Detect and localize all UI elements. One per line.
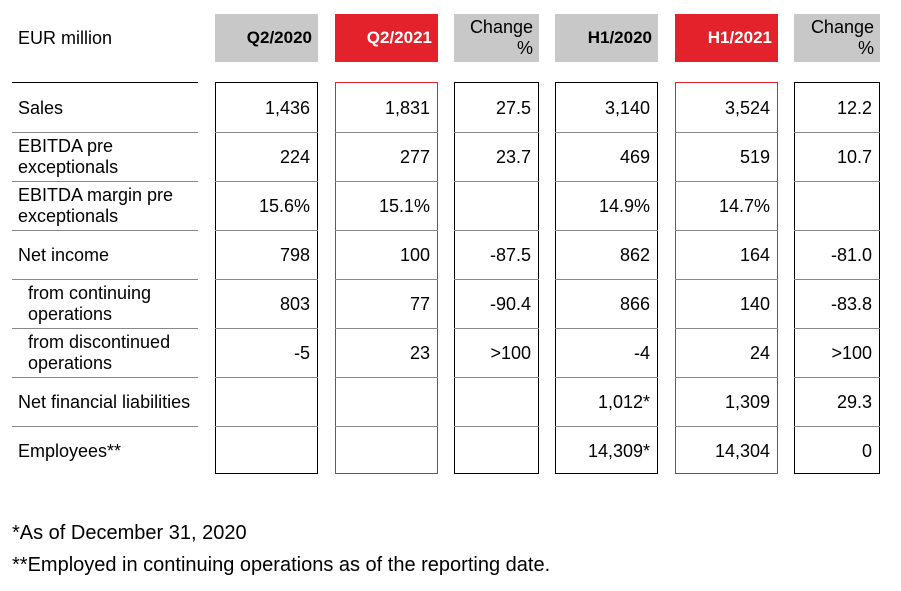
column-header-label: H1/2020 — [587, 28, 652, 47]
table-cell: 14.9% — [598, 195, 650, 216]
column-header-label: Change — [810, 17, 874, 37]
table-cell: 10.7 — [836, 146, 872, 167]
table-cell: 15.6% — [258, 195, 310, 216]
table-cell: 100 — [399, 244, 430, 265]
table-cell: 23.7 — [495, 146, 531, 167]
column-header-sub: % — [516, 38, 533, 58]
table-cell: 23 — [409, 342, 430, 363]
column-header-label: H1/2021 — [707, 28, 772, 47]
column-header-1 — [335, 14, 438, 62]
table-cell: 277 — [399, 146, 430, 167]
table-cell: 14,309* — [587, 440, 650, 461]
table-cell — [215, 378, 318, 426]
column-header-sub: % — [857, 38, 874, 58]
table-cell — [454, 182, 539, 230]
row-label: from continuing operations — [28, 283, 152, 324]
table-cell: 224 — [279, 146, 310, 167]
row-label: Net financial liabilities — [18, 391, 191, 412]
table-cell: 12.2 — [836, 97, 872, 118]
table-cell: -4 — [633, 342, 650, 363]
table-cell: 14,304 — [714, 440, 770, 461]
table-cell: 140 — [739, 293, 770, 314]
row-label: EBITDA pre exceptionals — [18, 136, 119, 177]
table-cell — [215, 427, 318, 475]
table-cell — [794, 182, 880, 230]
footnote-1: *As of December 31, 2020 — [12, 522, 247, 544]
table-cell: 3,524 — [724, 97, 770, 118]
footnote-2: **Employed in continuing operations as of the reporting date. — [12, 554, 551, 576]
row-label: Sales — [18, 97, 64, 118]
table-cell — [454, 427, 539, 475]
column-header-label: Change — [469, 17, 533, 37]
table-cell: -83.8 — [830, 293, 872, 314]
row-label: EBITDA margin pre exceptionals — [18, 185, 174, 226]
table-cell: 1,436 — [264, 97, 310, 118]
column-header-label: Q2/2020 — [246, 28, 312, 47]
table-cell: -5 — [293, 342, 310, 363]
table-cell — [335, 427, 438, 475]
row-label: Net income — [18, 244, 110, 265]
column-header-2 — [454, 14, 539, 62]
table-cell: -90.4 — [489, 293, 531, 314]
column-header-5 — [794, 14, 880, 62]
unit-label: EUR million — [18, 28, 113, 48]
row-label: from discontinued operations — [28, 332, 171, 373]
table-cell — [454, 378, 539, 426]
table-cell: 798 — [279, 244, 310, 265]
table-cell: 866 — [619, 293, 650, 314]
table-cell: 27.5 — [495, 97, 531, 118]
table-cell: -81.0 — [830, 244, 872, 265]
table-cell — [335, 378, 438, 426]
table-cell: 24 — [749, 342, 770, 363]
table-cell: 1,012* — [597, 391, 650, 412]
table-cell: 862 — [619, 244, 650, 265]
table-cell: 0 — [861, 440, 872, 461]
table-cell: >100 — [831, 342, 872, 363]
table-cell: >100 — [490, 342, 531, 363]
row-label: Employees** — [18, 440, 122, 461]
column-header-3 — [555, 14, 658, 62]
table-cell: 77 — [409, 293, 430, 314]
table-cell: 469 — [619, 146, 650, 167]
table-cell: 14.7% — [718, 195, 770, 216]
table-cell: 519 — [739, 146, 770, 167]
column-header-label: Q2/2021 — [366, 28, 432, 47]
column-header-4 — [675, 14, 778, 62]
table-cell: 1,831 — [384, 97, 430, 118]
table-cell: 1,309 — [724, 391, 770, 412]
table-cell: 3,140 — [604, 97, 650, 118]
table-cell: 15.1% — [378, 195, 430, 216]
table-cell: 803 — [279, 293, 310, 314]
table-cell: 29.3 — [836, 391, 872, 412]
table-cell: -87.5 — [489, 244, 531, 265]
column-header-0 — [215, 14, 318, 62]
table-cell: 164 — [739, 244, 770, 265]
